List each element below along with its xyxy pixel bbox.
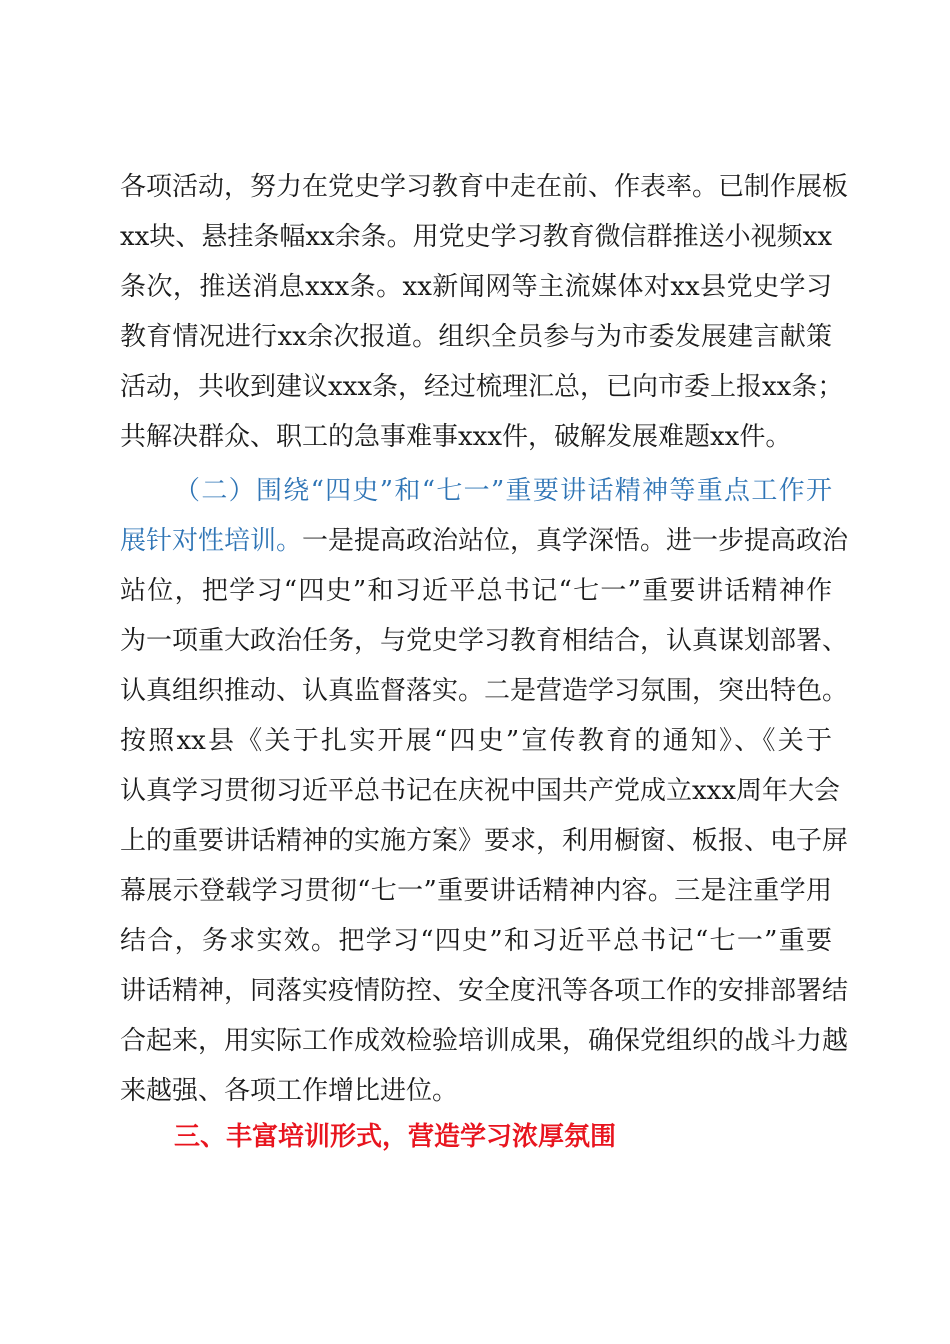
text-line: 认真组织推动、认真监督落实。二是营造学习氛围，突出特色。	[120, 676, 849, 706]
subheading-line: （二）围绕“四史”和“七一”重要讲话精神等重点工作开	[174, 476, 832, 506]
text-line: 活动，共收到建议xxx条，经过梳理汇总，已向市委上报xx条；	[120, 372, 844, 402]
text-line: 站位，把学习“四史”和习近平总书记“七一”重要讲话精神作	[120, 576, 832, 606]
subheading-tail: 展针对性培训。	[120, 526, 303, 556]
text-line: 教育情况进行xx余次报道。组织全员参与为市委发展建言献策	[120, 322, 832, 352]
text-line: 结合，务求实效。把学习“四史”和习近平总书记“七一”重要	[120, 926, 832, 956]
text-line-mixed	[120, 516, 849, 566]
text-line: 讲话精神，同落实疫情防控、安全度汛等各项工作的安排部署结	[120, 976, 849, 1006]
text-line: 各项活动，努力在党史学习教育中走在前、作表率。已制作展板	[120, 172, 849, 202]
text-line: 来越强、各项工作增比进位。	[120, 1076, 459, 1106]
text-line: 上的重要讲话精神的实施方案》要求，利用橱窗、板报、电子屏	[120, 826, 849, 856]
text-line: 合起来，用实际工作成效检验培训成果，确保党组织的战斗力越	[120, 1026, 849, 1056]
text-line-rest: 一是提高政治站位，真学深悟。进一步提高政治	[302, 526, 849, 556]
text-line: 条次，推送消息xxx条。xx新闻网等主流媒体对xx县党史学习	[120, 272, 832, 302]
text-line: 幕展示登载学习贯彻“七一”重要讲话精神内容。三是注重学用	[120, 876, 832, 906]
section-heading: 三、丰富培训形式，营造学习浓厚氛围	[174, 1122, 617, 1152]
text-line: 认真学习贯彻习近平总书记在庆祝中国共产党成立xxx周年大会	[120, 776, 840, 806]
text-line: xx块、悬挂条幅xx余条。用党史学习教育微信群推送小视频xx	[120, 222, 832, 252]
text-line: 为一项重大政治任务，与党史学习教育相结合，认真谋划部署、	[120, 626, 849, 656]
text-line: 按照xx县《关于扎实开展“四史”宣传教育的通知》、《关于	[120, 726, 832, 756]
text-line: 共解决群众、职工的急事难事xxx件，破解发展难题xx件。	[120, 422, 792, 452]
